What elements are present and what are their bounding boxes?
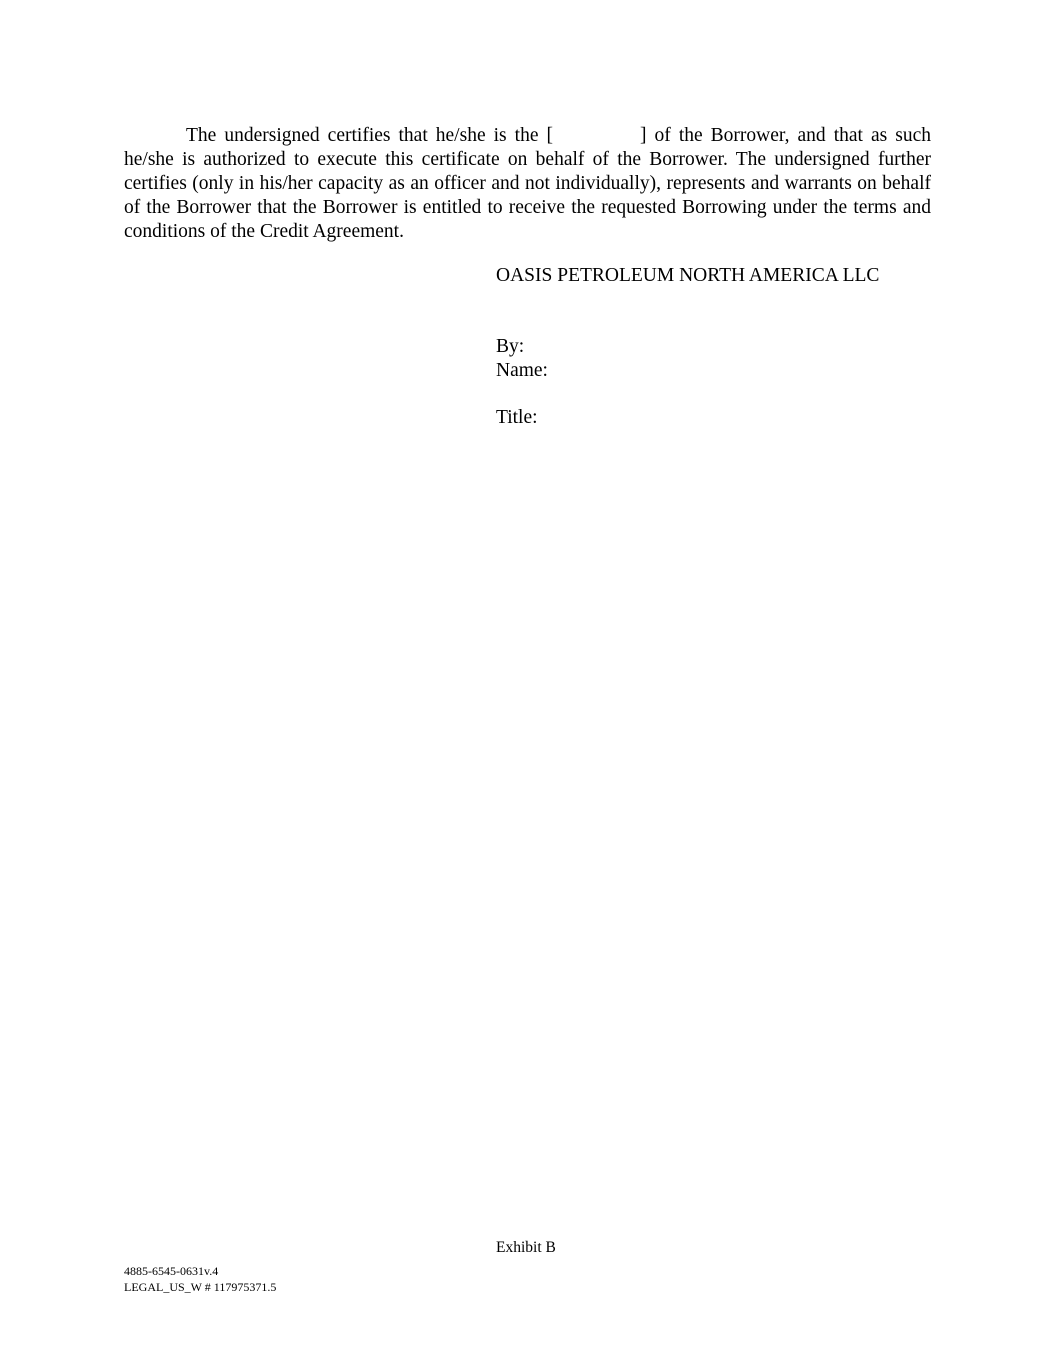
company-name: OASIS PETROLEUM NORTH AMERICA LLC <box>496 265 880 286</box>
document-id: LEGAL_US_W # 117975371.5 <box>124 1280 277 1294</box>
document-id: 4885-6545-0631v.4 <box>124 1264 219 1278</box>
name-label: Name: <box>496 360 548 381</box>
title-label: Title: <box>496 407 538 428</box>
certification-paragraph <box>124 124 931 244</box>
signature-block <box>496 264 879 430</box>
paragraph-text-part1: The undersigned certifies that he/she is the [ <box>186 125 554 146</box>
exhibit-label: Exhibit B <box>496 1239 556 1256</box>
by-label: By: <box>496 336 525 357</box>
document-identifiers <box>124 1263 276 1295</box>
paragraph-text-part2: ] of the Borrower, and that as such he/she is authorized to execute this certificate on behalf of the Borrower. The undersigned further certifies (only in his/her capacity as an officer and not individually), represents and warrants on behalf of the Borrower that the Borrower is entitled to receive the requested Borrowing under the terms and conditions of the Credit Agreement. <box>124 125 931 242</box>
